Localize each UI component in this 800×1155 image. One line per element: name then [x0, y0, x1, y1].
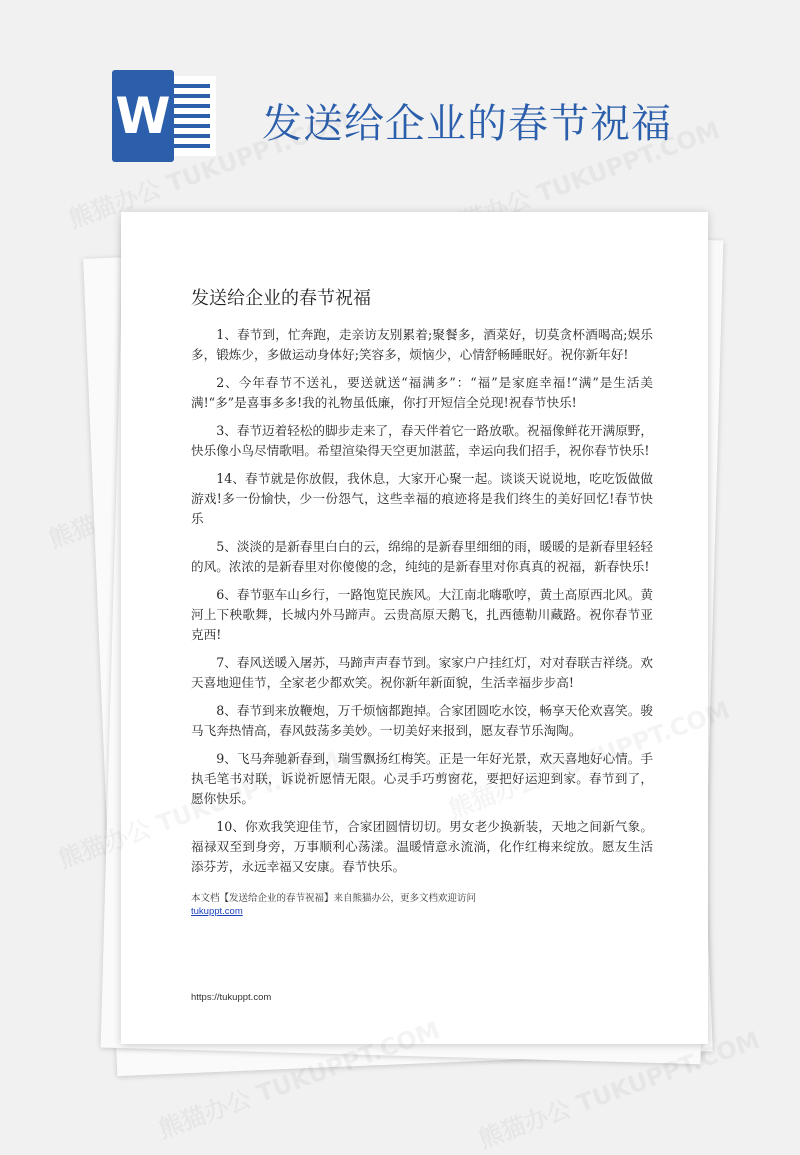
paragraph: 14、春节就是你放假，我休息，大家开心聚一起。谈谈天说说地，吃吃饭做做游戏!多一份愉快，少一份怨气，这些幸福的痕迹将是我们终生的美好回忆!春节快乐 — [191, 471, 653, 526]
paragraph: 8、春节到来放鞭炮，万千烦恼都跑掉。合家团圆吃水饺，畅享天伦欢喜笑。骏马飞奔热情高，春风鼓荡多美妙。一切美好来报到，愿友春节乐淘陶。 — [191, 703, 653, 738]
paragraph: 2、今年春节不送礼，要送就送“福满多”：“福”是家庭幸福!“满”是生活美满!“多”是喜事多多!我的礼物虽低廉，你打开短信全兑现!祝春节快乐! — [191, 375, 653, 410]
footer-note — [191, 892, 661, 918]
paragraph: 5、淡淡的是新春里白白的云，绵绵的是新春里细细的雨，暖暖的是新春里轻轻的风。浓浓的是新春里对你傻傻的念，纯纯的是新春里对你真真的祝福，新春快乐! — [191, 539, 653, 574]
paragraph: 6、春节驱车山乡行，一路饱览民族风。大江南北嗨歌哼，黄土高原西北风。黄河上下秧歌舞，长城内外马蹄声。云贵高原天鹅飞，扎西德勒川藏路。祝你春节亚克西! — [191, 587, 653, 642]
word-logo-letter: W — [112, 70, 174, 162]
footer-text: 本文档【发送给企业的春节祝福】来自熊猫办公，更多文档欢迎访问 — [191, 893, 477, 904]
word-doc-icon — [112, 70, 216, 162]
document-title: 发送给企业的春节祝福 — [191, 288, 371, 309]
paragraph: 3、春节迈着轻松的脚步走来了，春天伴着它一路放歌。祝福像鲜花开满原野，快乐像小鸟尽情歌唱。希望渲染得天空更加湛蓝，幸运向我们招手，祝你春节快乐! — [191, 423, 653, 458]
header — [0, 0, 800, 200]
paragraph: 1、春节到，忙奔跑，走亲访友别累着;聚餐多，酒菜好，切莫贪杯酒喝高;娱乐多，锻炼少，多做运动身体好;笑容多，烦恼少，心情舒畅睡眠好。祝你新年好! — [191, 327, 653, 362]
document-page — [121, 212, 708, 1044]
footer-link[interactable]: tukuppt.com — [191, 906, 243, 917]
paragraph: 10、你欢我笑迎佳节，合家团圆情切切。男女老少换新装，天地之间新气象。福禄双至到身旁，万事顺利心荡漾。温暖情意永流淌，化作红梅来绽放。愿友生活添芬芳，永远幸福又安康。春节快乐。 — [191, 819, 653, 874]
paragraph: 9、飞马奔驰新春到，瑞雪飘扬红梅笑。正是一年好光景，欢天喜地好心情。手执毛笔书对联，诉说祈愿情无限。心灵手巧剪窗花，要把好运迎到家。春节到了，愿你快乐。 — [191, 751, 653, 806]
page-title: 发送给企业的春节祝福 — [262, 101, 672, 147]
footer-url: https://tukuppt.com — [191, 992, 272, 1003]
paragraph: 7、春风送暖入屠苏，马蹄声声春节到。家家户户挂红灯，对对春联吉祥绕。欢天喜地迎佳节，全家老少都欢笑。祝你新年新面貌，生活幸福步步高! — [191, 655, 653, 690]
